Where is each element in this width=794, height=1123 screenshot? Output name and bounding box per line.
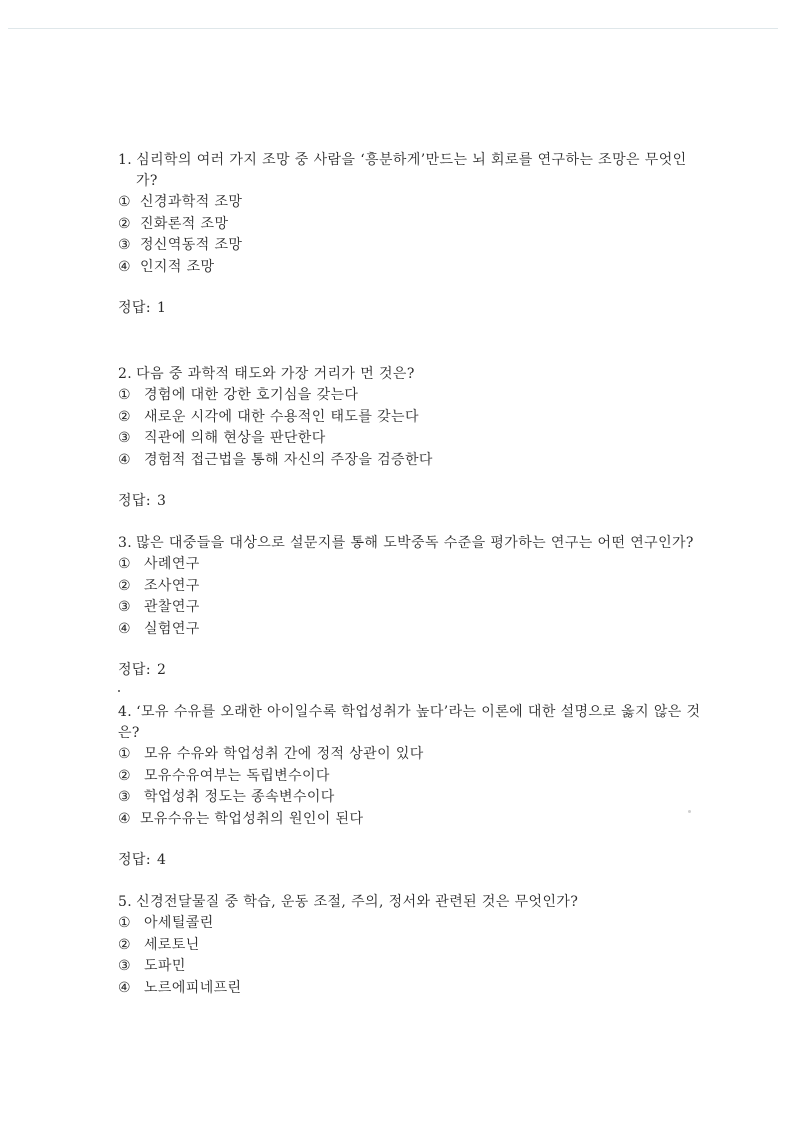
- option-item: [118, 913, 708, 935]
- option-mark: ①: [118, 915, 131, 931]
- option-mark: ③: [118, 958, 131, 974]
- answer-label: 정답:: [118, 852, 151, 868]
- question-5-line1: 신경전달물질 중 학습, 운동 조절, 주의, 정서와 관련된 것은 무엇인가?: [136, 894, 579, 910]
- question-2-line1: 다음 중 과학적 태도와 가장 거리가 먼 것은?: [136, 366, 415, 382]
- question-3-options: [118, 554, 708, 640]
- question-3-number: 3.: [118, 535, 133, 551]
- option-item: [118, 214, 708, 236]
- option-mark: ②: [118, 936, 131, 953]
- option-mark: ①: [118, 387, 131, 403]
- option-item: [118, 787, 708, 809]
- option-item: [118, 428, 708, 450]
- option-item: [118, 619, 708, 641]
- question-3-line1: 많은 대중들을 대상으로 설문지를 통해 도박중독 수준을 평가하는 연구는 어떤 연구인가?: [136, 535, 694, 551]
- question-2-number: 2.: [118, 366, 133, 382]
- option-text: 조사연구: [144, 577, 200, 594]
- question-4-options: [118, 744, 708, 830]
- question-5-options: [118, 913, 708, 999]
- option-text: 사례연구: [144, 556, 200, 572]
- option-text: 도파민: [144, 958, 186, 974]
- option-mark: ②: [118, 767, 131, 784]
- question-3-text: [118, 533, 708, 554]
- option-text: 아세틸콜린: [144, 915, 214, 931]
- option-text: 관찰연구: [144, 599, 200, 615]
- question-1-options: [118, 192, 708, 278]
- option-text: 직관에 의해 현상을 판단한다: [144, 430, 326, 446]
- question-3: [118, 533, 708, 680]
- option-mark: ③: [118, 237, 131, 253]
- option-item: [118, 554, 708, 576]
- option-item: [118, 235, 708, 257]
- option-item: [118, 978, 708, 1000]
- question-3-answer: [118, 660, 708, 680]
- option-item: [118, 766, 708, 788]
- option-item: [118, 956, 708, 978]
- question-4-line2: 은?: [118, 725, 140, 741]
- option-mark: ③: [118, 430, 131, 446]
- answer-label: 정답:: [118, 493, 151, 509]
- option-item: [118, 407, 708, 429]
- option-text: 경험적 접근법을 통해 자신의 주장을 검증한다: [144, 451, 433, 468]
- option-item: [118, 576, 708, 598]
- question-1-line1: 심리학의 여러 가지 조망 중 사람을 ‘흥분하게’만드는 뇌 회로를 연구하는 조망은 무엇인: [136, 152, 687, 168]
- question-4-line1: ‘모유 수유를 오래한 아이일수록 학업성취가 높다’라는 이론에 대한 설명으로 옳지 않은 것: [136, 704, 701, 720]
- option-text: 경험에 대한 강한 호기심을 갖는다: [144, 387, 359, 403]
- answer-label: 정답:: [118, 662, 151, 678]
- question-2-options: [118, 385, 708, 471]
- option-item: [118, 385, 708, 407]
- question-4-text: [118, 702, 708, 744]
- option-text: 노르에피네프린: [144, 979, 242, 996]
- option-mark: ②: [118, 408, 131, 425]
- answer-value: 3: [156, 493, 167, 509]
- scan-top-rule: [8, 28, 778, 29]
- answer-label: 정답:: [118, 300, 151, 316]
- option-mark: ②: [118, 577, 131, 594]
- option-mark: ④: [118, 810, 131, 827]
- option-item: [118, 192, 708, 214]
- option-item: [118, 257, 708, 279]
- question-2: [118, 364, 708, 511]
- question-4-answer: [118, 850, 708, 870]
- question-5-number: 5.: [118, 894, 133, 910]
- option-text: 실험연구: [144, 620, 200, 637]
- question-2-answer: [118, 491, 708, 511]
- question-4-number: 4.: [118, 704, 133, 720]
- answer-value: 4: [156, 852, 167, 868]
- option-text: 신경과학적 조망: [140, 194, 243, 210]
- option-item: [118, 744, 708, 766]
- question-1-line2: 가?: [136, 173, 158, 189]
- option-text: 세로토닌: [144, 936, 200, 953]
- option-text: 정신역동적 조망: [140, 237, 243, 253]
- option-item: [118, 935, 708, 957]
- option-text: 진화론적 조망: [140, 215, 229, 232]
- question-5: [118, 892, 708, 999]
- option-mark: ④: [118, 620, 131, 637]
- option-text: 모유수유는 학업성취의 원인이 된다: [140, 810, 364, 827]
- option-item: [118, 597, 708, 619]
- option-mark: ③: [118, 599, 131, 615]
- option-mark: ①: [118, 746, 131, 762]
- question-5-text: [118, 892, 708, 913]
- answer-value: 1: [156, 300, 167, 316]
- question-1-answer: [118, 298, 708, 318]
- option-mark: ④: [118, 979, 131, 996]
- option-text: 모유수유여부는 독립변수이다: [144, 767, 330, 784]
- question-sheet: [118, 150, 708, 999]
- question-1-text: [118, 150, 708, 192]
- option-text: 새로운 시각에 대한 수용적인 태도를 갖는다: [144, 408, 419, 425]
- question-1-number: 1.: [118, 152, 133, 168]
- option-item: [118, 450, 708, 472]
- option-text: 인지적 조망: [140, 258, 215, 275]
- option-mark: ④: [118, 451, 131, 468]
- option-item: [118, 809, 708, 831]
- answer-value: 2: [156, 662, 167, 678]
- option-text: 모유 수유와 학업성취 간에 정적 상관이 있다: [144, 746, 424, 762]
- option-mark: ③: [118, 789, 131, 805]
- option-text: 학업성취 정도는 종속변수이다: [144, 789, 335, 805]
- question-1: [118, 150, 708, 318]
- question-4: [118, 702, 708, 870]
- question-2-text: [118, 364, 708, 385]
- option-mark: ④: [118, 258, 131, 275]
- option-mark: ①: [118, 194, 131, 210]
- option-mark: ①: [118, 556, 131, 572]
- option-mark: ②: [118, 215, 131, 232]
